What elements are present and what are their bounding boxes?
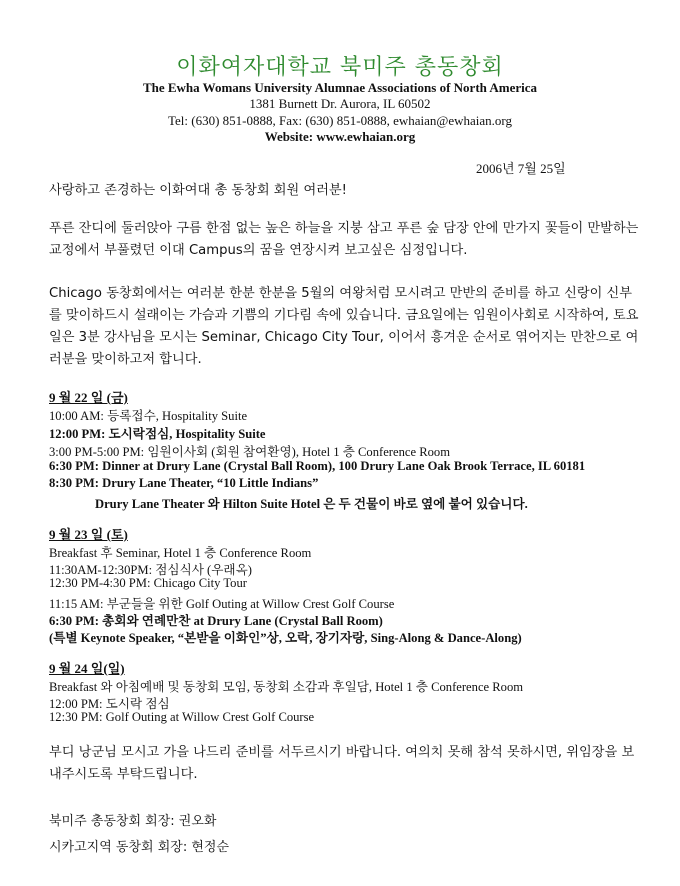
closing-paragraph: 부디 낭군님 모시고 가을 나드리 준비를 서두르시기 바랍니다. 여의치 못해 참석 못하시면, 위임장을 보내주시도록 부탁드립니다. — [49, 745, 635, 782]
schedule-line: (특별 Keynote Speaker, “본받을 이화인”상, 오락, 장기자랑, Sing-Along & Dance-Along) — [49, 631, 522, 645]
schedule-line: 10:00 AM: 등록접수, Hospitality Suite — [49, 409, 248, 423]
schedule-line: 8:30 PM: Drury Lane Theater, “10 Little Indians” — [49, 476, 319, 490]
paragraph-intro: 푸른 잔디에 둘러앉아 구름 한점 없는 높은 하늘을 지붕 삼고 푸른 숲 담장 안에 만가지 꽃들이 만발하는 교정에서 부풀렸던 이대 Campus의 꿈을 연장시켜 보고싶은 심정입니다. — [49, 221, 639, 258]
schedule-line: 11:30AM-12:30PM: 점심식사 (우래옥) — [49, 563, 252, 577]
schedule-day-heading: 9 월 24 일(일) — [49, 661, 125, 676]
organization-contact: Tel: (630) 851-0888, Fax: (630) 851-0888, ewhaian@ewhaian.org — [167, 113, 513, 128]
schedule-line: 12:00 PM: 도시락점심, Hospitality Suite — [49, 427, 266, 441]
schedule-line: 12:00 PM: 도시락 점심 — [49, 697, 170, 711]
letter-date: 2006년 7월 25일 — [476, 161, 566, 176]
organization-address: 1381 Burnett Dr. Aurora, IL 60502 — [249, 96, 431, 111]
organization-title-korean: 이화여자대학교 북미주 총동창회 — [176, 55, 504, 80]
schedule-day-heading: 9 월 23 일 (토) — [49, 527, 128, 542]
schedule-line: 11:15 AM: 부군들을 위한 Golf Outing at Willow Crest Golf Course — [49, 597, 395, 611]
schedule-line: 6:30 PM: 총회와 연례만찬 at Drury Lane (Crystal Ball Room) — [49, 614, 383, 628]
schedule-day-heading: 9 월 22 일 (금) — [49, 390, 128, 405]
schedule-line: Breakfast 와 아침예배 및 동창회 모임, 동창회 소감과 후일담, Hotel 1 층 Conference Room — [49, 680, 524, 694]
schedule-line: Breakfast 후 Seminar, Hotel 1 층 Conference Room — [49, 546, 312, 560]
schedule-line: 12:30 PM-4:30 PM: Chicago City Tour — [49, 576, 247, 590]
signature-president: 북미주 총동창회 회장: 권오화 — [49, 814, 217, 829]
signature-chapter-president: 시카고지역 동창회 회장: 현정순 — [49, 840, 230, 855]
schedule-line: 12:30 PM: Golf Outing at Willow Crest Golf Course — [49, 710, 315, 724]
organization-website: Website: www.ewhaian.org — [264, 129, 416, 144]
schedule-line: 3:00 PM-5:00 PM: 임원이사회 (회원 참여환영), Hotel 1 층 Conference Room — [49, 445, 450, 459]
schedule-line: 6:30 PM: Dinner at Drury Lane (Crystal Ball Room), 100 Drury Lane Oak Brook Terrace, IL 60181 — [49, 459, 586, 473]
organization-title-english: The Ewha Womans University Alumnae Associations of North America — [142, 80, 538, 95]
paragraph-plans: Chicago 동창회에서는 여러분 한분 한분을 5월의 여왕처럼 모시려고 만반의 준비를 하고 신랑이 신부를 맞이하드시 설래이는 가슴과 기쁨의 기다림 속에 있습니다. 금요일에는 임원이사회로 시작하여, 토요일은 3분 강사님을 모시는 Seminar, Chicago City Tour, 이어서 흥겨운 순서로 엮어지는 만찬으로 여러분을 맞이하고저 합니다. — [49, 286, 639, 367]
greeting: 사랑하고 존경하는 이화여대 총 동창회 회원 여러분! — [49, 183, 347, 198]
schedule-note: Drury Lane Theater 와 Hilton Suite Hotel 은 두 건물이 바로 옆에 붙어 있습니다. — [95, 497, 528, 511]
